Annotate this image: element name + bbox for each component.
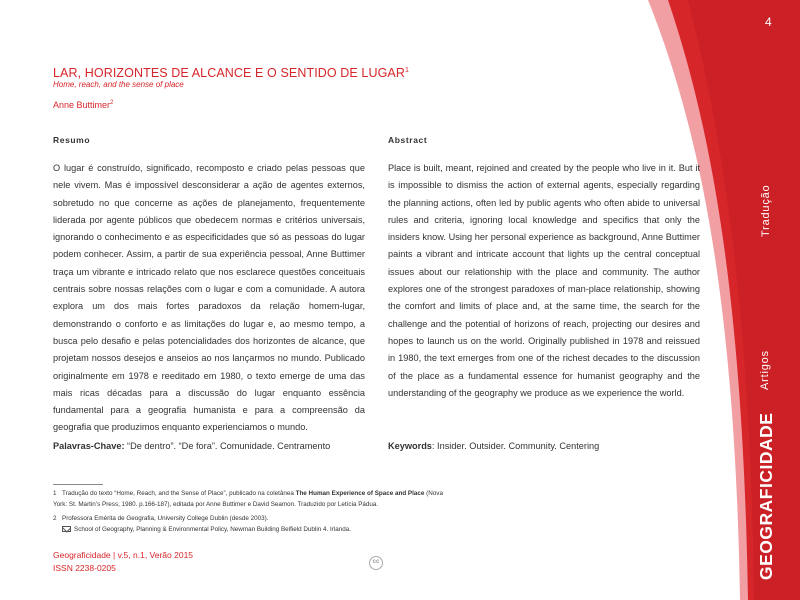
journal-brand: GEOGRAFICIDADE xyxy=(756,412,776,580)
footnote-2-address: School of Geography, Planning & Environmental Policy, Newman Building Belfield Dublin 4. Irlanda. xyxy=(53,525,448,536)
mail-icon xyxy=(62,526,71,532)
author-name: Anne Buttimer$^2$ xyxy=(53,100,114,110)
footnote-divider xyxy=(53,484,103,485)
title-footnote-ref: 1 xyxy=(405,66,409,74)
journal-issn: ISSN 2238-0205 xyxy=(53,563,116,573)
keywords-values: : Insider. Outsider. Community. Centering xyxy=(431,441,600,451)
creative-commons-icon[interactable]: cc xyxy=(369,556,383,570)
subsection-label: Tradução xyxy=(760,184,772,237)
journal-info xyxy=(53,549,193,575)
journal-citation: Geograficidade | v.5, n.1, Verão 2015 xyxy=(53,550,194,560)
palavras-chave-values: “De dentro”. “De fora”. Comunidade. Centramento xyxy=(124,441,331,451)
article-subtitle: Home, reach, and the sense of place xyxy=(53,80,184,89)
abstract-heading: Abstract xyxy=(388,135,428,145)
footnote-1: 1 Tradução do texto “Home, Reach, and the Sense of Place”, publicado na coletânea The Human Experience of Space and Place (Nova York: St. Martin’s Press, 1980. p.166-187), editada por Anne Buttimer e David Seamon. Traduzido por Letícia Pádua. xyxy=(53,490,443,508)
article-title: LAR, HORIZONTES DE ALCANCE E O SENTIDO DE LUGAR$^1$ xyxy=(53,66,409,80)
resumo-text: O lugar é construído, significado, recomposto e criado pelas pessoas que nele vivem. Mas é impossível desconsiderar a ação de agentes externos, sobretudo no que concerne as ações de planejamento, frequentemente liderada por agente públicos que obedecem normas e critérios universais, ignorando o conhecimento e as especificidades que só as pessoas do lugar podem conhecer. Assim, a partir de sua experiência pessoal, Anne Buttimer traça um vibrante e intricado relato que nos esclarece questões conceituais centrais sobre nossas relações com o lugar e com a comunidade. A autora explora um dos mais fortes paradoxos da relação homem-lugar, demonstrando o conforto e as limitações do lugar e, ao mesmo tempo, a busca pelo desafio e pelas potencialidades dos horizontes de alcance, que projetam nossos desejos e anseios ao nos lançarmos no mundo. Publicado originalmente em 1978 e reeditado em 1980, o texto emerge de uma das mais ricas décadas para a discussão do lugar enquanto essência fundamental para a geografia humanista e para a compreensão da geografia que produzimos enquanto experienciamos o mundo. xyxy=(53,163,365,433)
section-label: Artigos xyxy=(759,350,771,390)
page-number: 4 xyxy=(765,15,772,29)
keywords-label: Keywords xyxy=(388,441,432,451)
author-footnote-ref: 2 xyxy=(110,100,114,106)
footnote-2: 2 Professora Emérita de Geografia, University College Dublin (desde 2003). xyxy=(53,515,269,522)
keywords xyxy=(388,441,599,451)
abstract-text: Place is built, meant, rejoined and created by the people who live in it. But it is impossible to dismiss the action of external agents, especially regarding the planning actions, often led by public agents who often abide to universal rules and criteria, ignoring local knowledge and specifics that only the insiders know. Using her personal experience as background, Anne Buttimer paints a vibrant and intricate account that lights up the central conceptual issues about our relationship with the place and community. The author explores one of the strongest paradoxes of man-place relationship, showing the comfort and limits of place and, at the same time, the search for the challenge and the potential of horizons of reach, projecting our desires and hopes to launch us on the world. Originally published in 1978 and reissued in 1980, the text emerges from one of the richest decades to the discussion of the place as a fundamental essence for humanist geography and the understanding of the geography we produce as we experience the world. xyxy=(388,163,700,398)
palavras-chave-label: Palavras-Chave: xyxy=(53,441,125,451)
resumo-heading: Resumo xyxy=(53,135,91,145)
palavras-chave xyxy=(53,441,330,451)
